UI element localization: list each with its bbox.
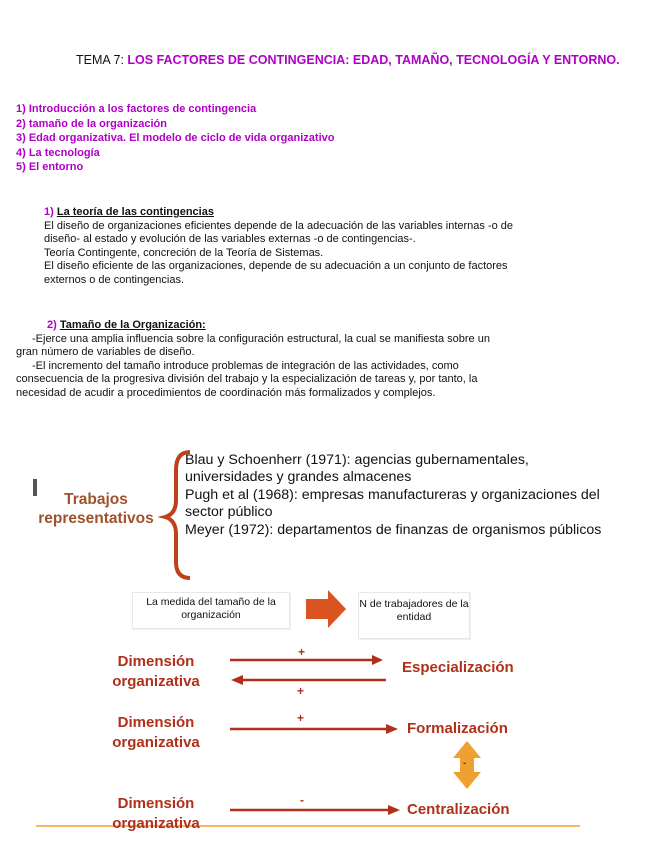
work-item: Pugh et al (1968): empresas manufactureras y organizaciones del sector público [185,486,600,521]
sign-plus: + [297,711,305,725]
section-2-line: consecuencia de la progresiva división del trabajo y la especialización de tareas y, por tanto, la [16,373,478,386]
arrowhead-right-icon [388,805,400,815]
title-prefix: TEMA 7: [76,53,124,67]
target-centralizacion: Centralización [407,801,510,818]
section-2-line: gran número de variables de diseño. [16,346,195,359]
double-arrow-icon [453,741,481,789]
trabajos-label: Trabajos representativos [38,491,154,527]
sign-plus: + [298,645,306,659]
section-1-number: 1) [44,206,54,218]
section-2-title: Tamaño de la Organización: [59,319,206,331]
section-1-line: El diseño de organizaciones eficientes depende de la adecuación de las variables internas -o de [44,219,514,232]
work-item: Blau y Schoenherr (1971): agencias gubernamentales, universidades y grandes almacenes [185,452,529,486]
arrowhead-right-icon [372,655,383,665]
toc-item: 4) La tecnología [16,146,100,159]
arrowhead-left-icon [231,675,243,685]
section-1-line: Teoría Contingente, concreción de la Teoría de Sistemas. [44,246,324,259]
arrowhead-right-icon [386,724,398,734]
right-arrow-icon [306,590,346,628]
sign-plus: + [297,684,305,698]
section-2-line: necesidad de acudir a procedimientos de coordinación más formalizados y complejos. [16,386,436,399]
section-1-title: La teoría de las contingencias [56,206,214,218]
measure-box-right: N de trabajadores de la entidad [358,592,470,639]
work-item: Meyer (1972): departamentos de finanzas de organismos públicos [185,521,602,538]
section-2-number: 2) [47,319,57,331]
target-especializacion: Especialización [402,659,514,676]
section-1-line: El diseño eficiente de las organizaciones, depende de su adecuación a un conjunto de factores [44,260,508,273]
dimension-label: Dimensión organizativa [112,653,200,690]
toc-item: 3) Edad organizativa. El modelo de ciclo de vida organizativo [16,132,335,145]
section-1-line: diseño- al estado y evolución de las variables externas -o de contingencias-. [44,233,416,246]
dimension-label: Dimensión organizativa [112,795,200,832]
target-formalizacion: Formalización [407,720,508,737]
section-1-line: externos o de contingencias. [44,273,185,286]
toc-item: 2) tamaño de la organización [16,117,167,130]
works-list [185,452,605,539]
section-2-line: -Ejerce una amplia influencia sobre la configuración estructural, la cual se manifiesta sobre un [32,332,490,345]
toc-item: 5) El entorno [16,161,84,174]
toc-item: 1) Introducción a los factores de contingencia [16,103,257,115]
sign-minus: - [300,793,304,807]
connector-sign: - [463,758,467,769]
section-2-line: -El incremento del tamaño introduce problemas de integración de las actividades, como [32,359,459,372]
dimension-label: Dimensión organizativa [112,714,200,751]
measure-box-left: La medida del tamaño de la organización [132,592,290,629]
title-text: LOS FACTORES DE CONTINGENCIA: EDAD, TAMAÑO, TECNOLOGÍA Y ENTORNO. [123,53,620,67]
